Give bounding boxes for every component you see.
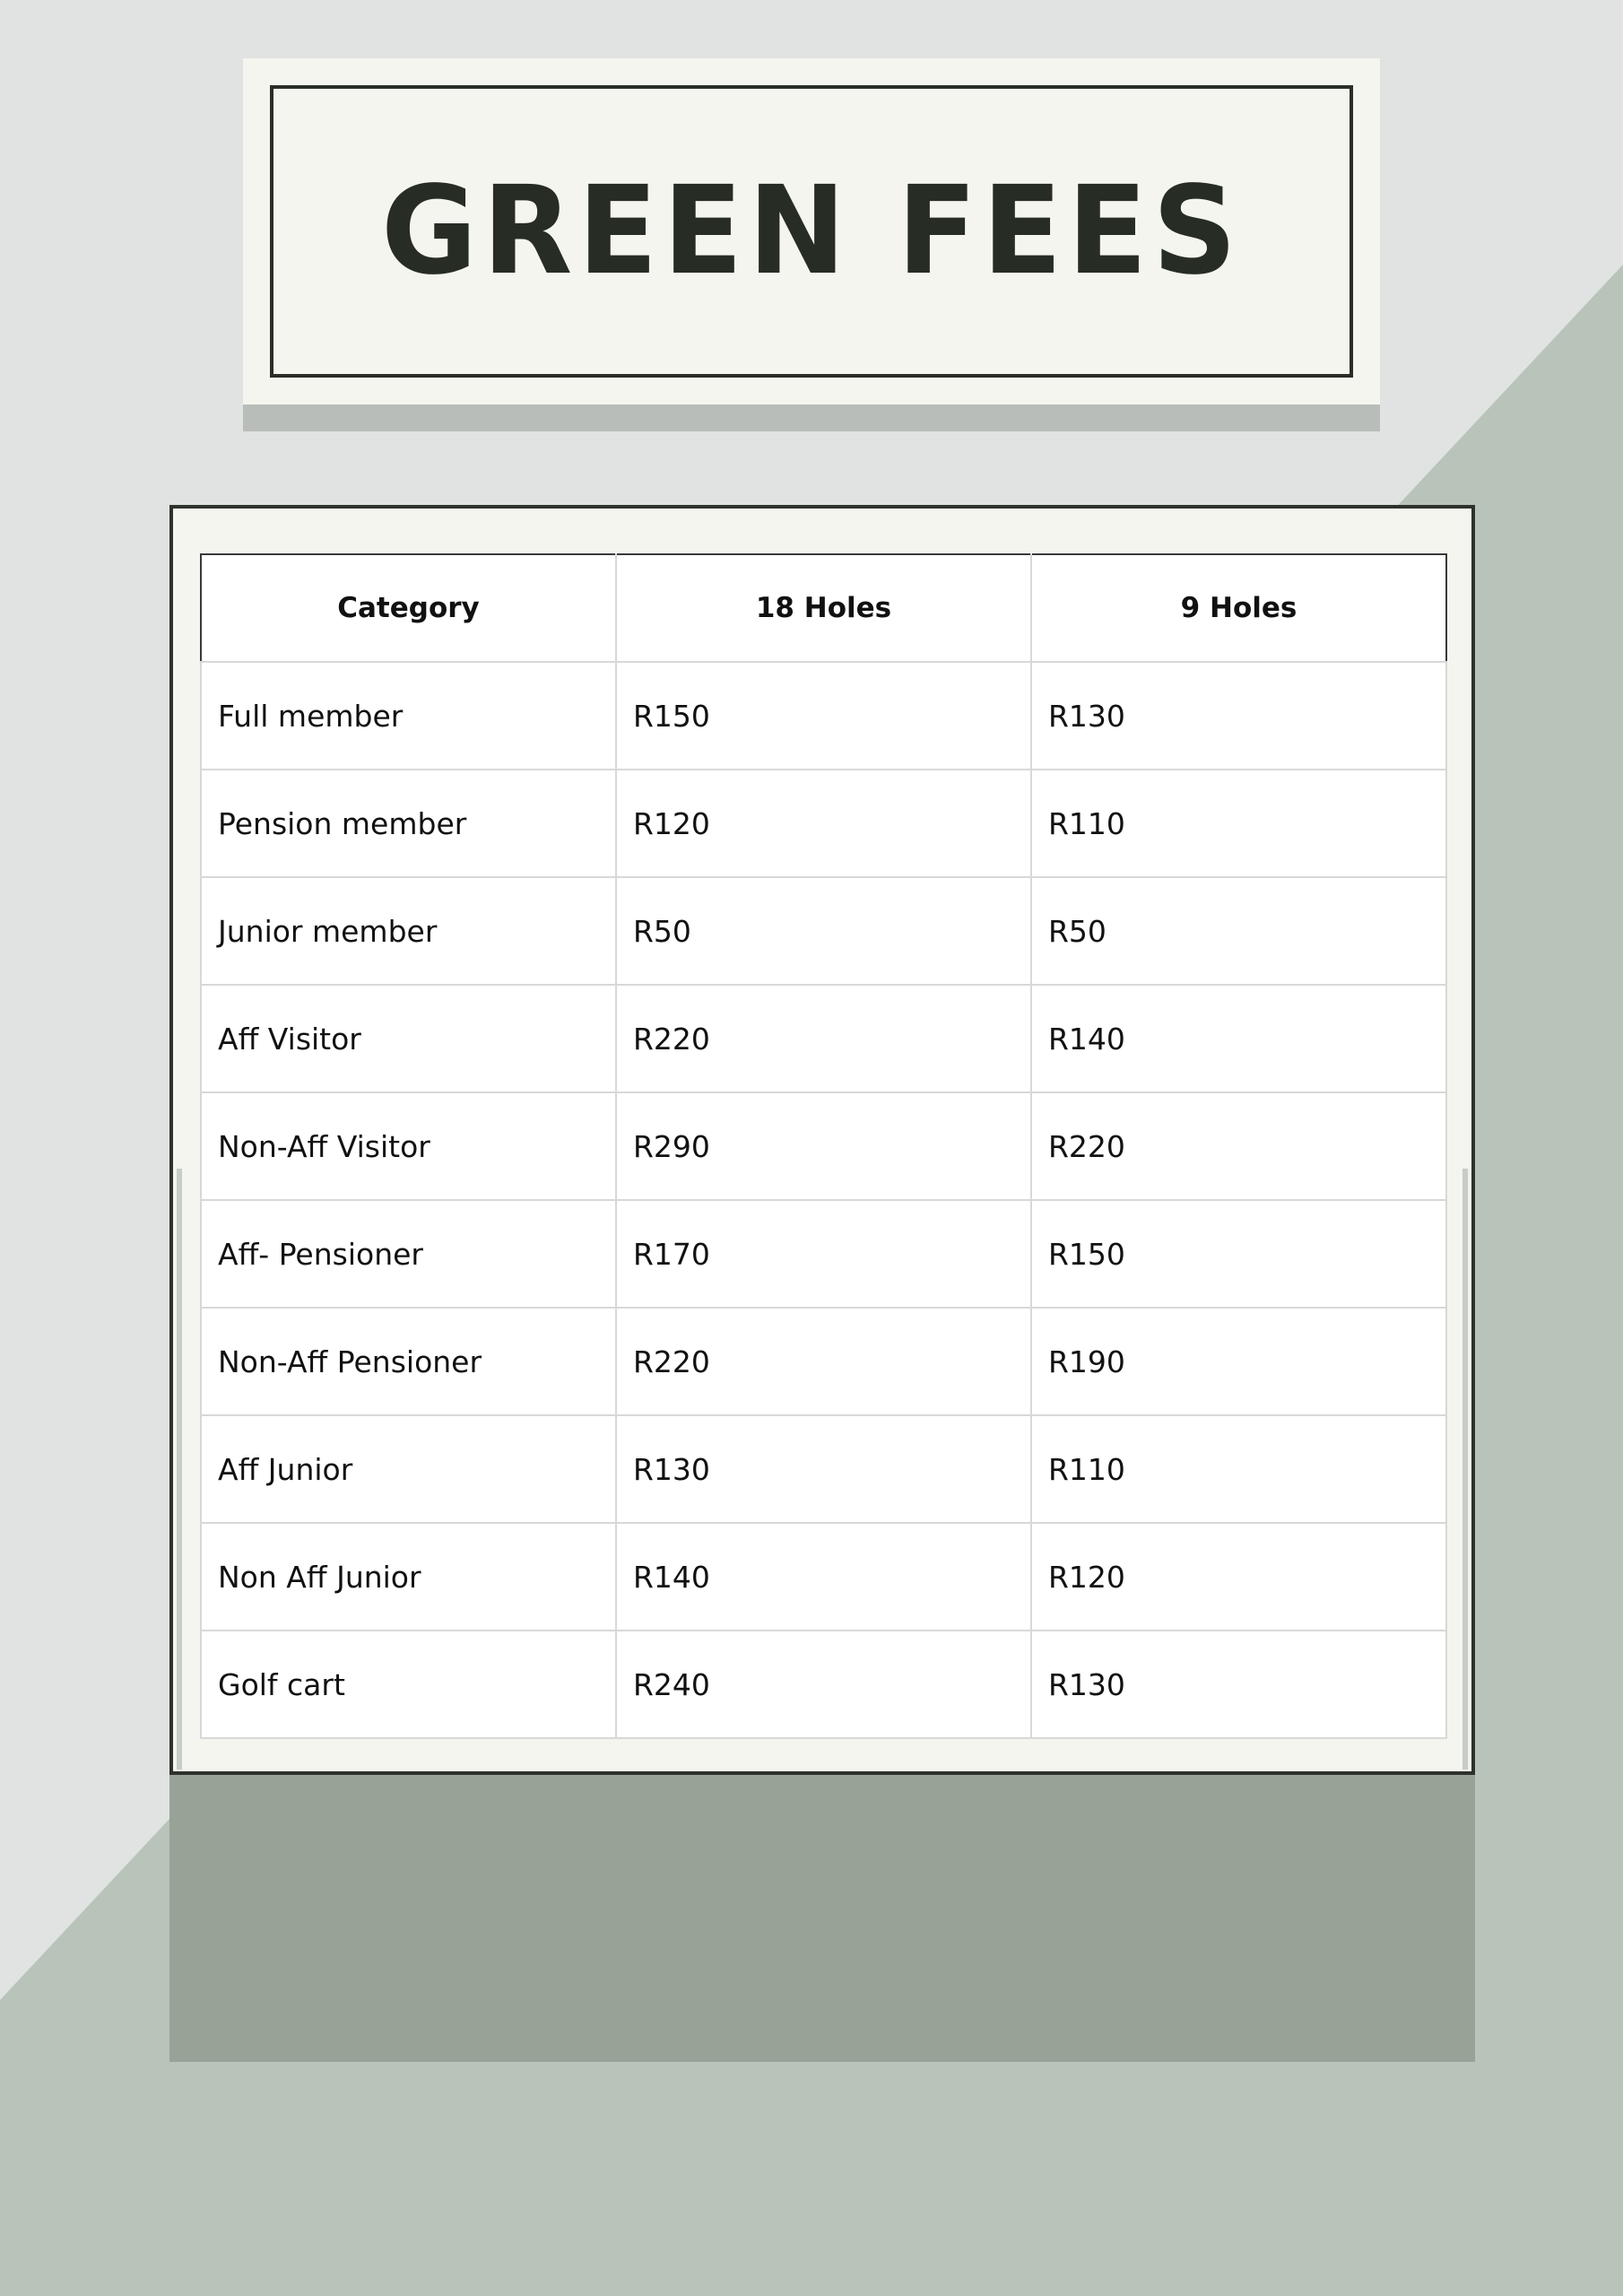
- fee-18-holes-cell: R220: [616, 985, 1031, 1092]
- category-cell: Junior member: [201, 877, 616, 985]
- header-9-holes: 9 Holes: [1031, 554, 1446, 662]
- table-row: [201, 985, 1446, 1092]
- table-row: [201, 1200, 1446, 1308]
- header-category: Category: [201, 554, 616, 662]
- fee-9-holes-cell: R140: [1031, 985, 1446, 1092]
- card-accent-left: [177, 1169, 182, 1770]
- category-cell: Golf cart: [201, 1631, 616, 1738]
- fee-18-holes-cell: R220: [616, 1308, 1031, 1415]
- table-row: [201, 1308, 1446, 1415]
- category-cell: Aff Junior: [201, 1415, 616, 1523]
- fee-9-holes-cell: R50: [1031, 877, 1446, 985]
- fee-9-holes-cell: R220: [1031, 1092, 1446, 1200]
- green-fees-table: [200, 553, 1447, 1739]
- table-header-row: [201, 554, 1446, 662]
- fee-18-holes-cell: R130: [616, 1415, 1031, 1523]
- table-row: [201, 877, 1446, 985]
- table-row: [201, 662, 1446, 770]
- title-card: [243, 58, 1380, 404]
- title-frame: [270, 85, 1353, 378]
- fee-18-holes-cell: R150: [616, 662, 1031, 770]
- table-row: [201, 1415, 1446, 1523]
- fee-18-holes-cell: R290: [616, 1092, 1031, 1200]
- table-shadow-block: [169, 1771, 1475, 2062]
- category-cell: Non-Aff Visitor: [201, 1092, 616, 1200]
- fee-9-holes-cell: R120: [1031, 1523, 1446, 1631]
- fee-18-holes-cell: R170: [616, 1200, 1031, 1308]
- table-row: [201, 1092, 1446, 1200]
- fees-table-card: [169, 505, 1475, 1775]
- fee-18-holes-cell: R120: [616, 770, 1031, 877]
- category-cell: Pension member: [201, 770, 616, 877]
- category-cell: Aff- Pensioner: [201, 1200, 616, 1308]
- fee-18-holes-cell: R240: [616, 1631, 1031, 1738]
- category-cell: Non Aff Junior: [201, 1523, 616, 1631]
- category-cell: Aff Visitor: [201, 985, 616, 1092]
- fee-9-holes-cell: R130: [1031, 662, 1446, 770]
- fee-9-holes-cell: R110: [1031, 770, 1446, 877]
- fee-18-holes-cell: R140: [616, 1523, 1031, 1631]
- fee-18-holes-cell: R50: [616, 877, 1031, 985]
- table-row: [201, 770, 1446, 877]
- category-cell: Full member: [201, 662, 616, 770]
- fee-9-holes-cell: R110: [1031, 1415, 1446, 1523]
- fee-9-holes-cell: R150: [1031, 1200, 1446, 1308]
- page-title: GREEN FEES: [380, 161, 1242, 302]
- category-cell: Non-Aff Pensioner: [201, 1308, 616, 1415]
- table-row: [201, 1631, 1446, 1738]
- card-accent-right: [1462, 1169, 1468, 1770]
- table-row: [201, 1523, 1446, 1631]
- header-18-holes: 18 Holes: [616, 554, 1031, 662]
- title-card-shadow: [243, 404, 1380, 431]
- fee-9-holes-cell: R130: [1031, 1631, 1446, 1738]
- fee-9-holes-cell: R190: [1031, 1308, 1446, 1415]
